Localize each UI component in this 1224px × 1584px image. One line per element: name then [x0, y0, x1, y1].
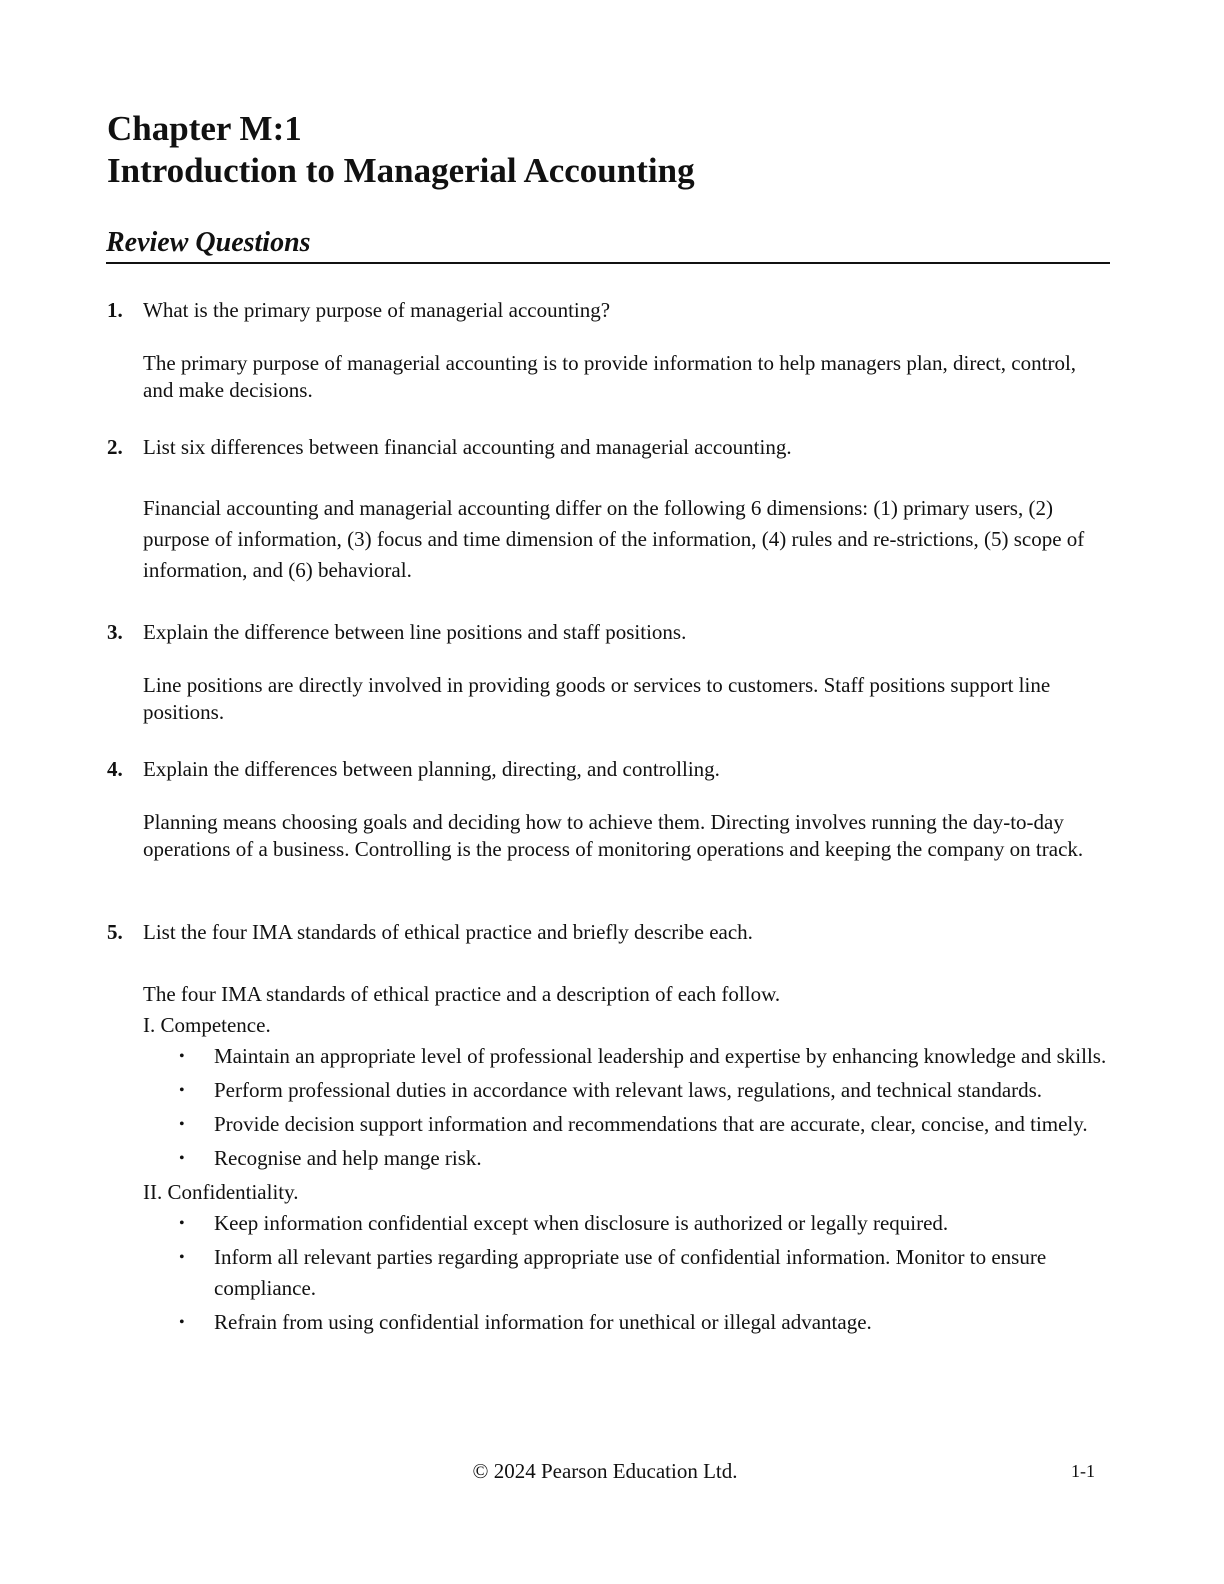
chapter-heading: [107, 108, 695, 192]
question-number: 4.: [107, 757, 123, 781]
answer-text: Financial accounting and managerial accounting differ on the following 6 dimensions: (1) primary users, (2) purpose of information, (3) focus and time dimension of the information, (4) rules and re-strictions, (5) scope of information, and (6) behavioral.: [143, 496, 1085, 582]
list-item: [179, 1075, 1107, 1106]
question-number: 1.: [107, 298, 123, 322]
page-number: 1-1: [1071, 1461, 1095, 1481]
standard-heading: I. Competence.: [143, 1013, 271, 1037]
bullet-icon: •: [179, 1048, 185, 1065]
question-3: [107, 618, 1107, 726]
question-text: List six differences between financial accounting and managerial accounting.: [143, 435, 792, 459]
question-text: List the four IMA standards of ethical practice and briefly describe each.: [143, 920, 753, 944]
bullet-icon: •: [179, 1314, 185, 1331]
question-4: [107, 755, 1107, 863]
bullet-icon: •: [179, 1082, 185, 1099]
question-2: [107, 433, 1107, 586]
bullet-icon: •: [179, 1249, 185, 1266]
list-item: [179, 1242, 1107, 1304]
question-text: Explain the differences between planning, directing, and controlling.: [143, 757, 720, 781]
answer-text: The primary purpose of managerial accounting is to provide information to help managers plan, direct, control, and make decisions.: [143, 351, 1077, 402]
bullet-icon: •: [179, 1150, 185, 1167]
list-item: [179, 1109, 1107, 1140]
list-item-text: Maintain an appropriate level of professional leadership and expertise by enhancing knowledge and skills.: [214, 1044, 1107, 1068]
chapter-number: Chapter M:1: [107, 109, 302, 148]
competence-list: [107, 1041, 1107, 1174]
answer-text: Planning means choosing goals and deciding how to achieve them. Directing involves running the day-to-day operations of a business. Controlling is the process of monitoring operations and keeping the company on track.: [143, 810, 1084, 861]
question-1: [107, 296, 1107, 404]
list-item-text: Refrain from using confidential information for unethical or illegal advantage.: [214, 1310, 872, 1334]
question-text: What is the primary purpose of managerial accounting?: [143, 298, 611, 322]
question-5: [107, 918, 1107, 1341]
bullet-icon: •: [179, 1215, 185, 1232]
confidentiality-list: [107, 1208, 1107, 1338]
answer-text: Line positions are directly involved in providing goods or services to customers. Staff positions support line positions.: [143, 673, 1051, 724]
bullet-icon: •: [179, 1116, 185, 1133]
list-item-text: Inform all relevant parties regarding appropriate use of confidential information. Monitor to ensure compliance.: [214, 1245, 1047, 1300]
question-number: 2.: [107, 435, 123, 459]
list-item-text: Recognise and help mange risk.: [214, 1146, 482, 1170]
list-item: [179, 1307, 1107, 1338]
list-item: [179, 1143, 1107, 1174]
list-item-text: Perform professional duties in accordance with relevant laws, regulations, and technical standards.: [214, 1078, 1043, 1102]
list-item-text: Provide decision support information and recommendations that are accurate, clear, concise, and timely.: [214, 1112, 1088, 1136]
list-item: [179, 1041, 1107, 1072]
question-number: 5.: [107, 920, 123, 944]
footer-copyright: © 2024 Pearson Education Ltd.: [472, 1459, 738, 1483]
list-item-text: Keep information confidential except when disclosure is authorized or legally required.: [214, 1211, 949, 1235]
list-item: [179, 1208, 1107, 1239]
question-text: Explain the difference between line positions and staff positions.: [143, 620, 687, 644]
standard-heading: II. Confidentiality.: [143, 1180, 299, 1204]
answer-intro: The four IMA standards of ethical practice and a description of each follow.: [143, 982, 781, 1006]
question-number: 3.: [107, 620, 123, 644]
chapter-title: Introduction to Managerial Accounting: [107, 151, 695, 190]
section-title: Review Questions: [106, 226, 1110, 264]
